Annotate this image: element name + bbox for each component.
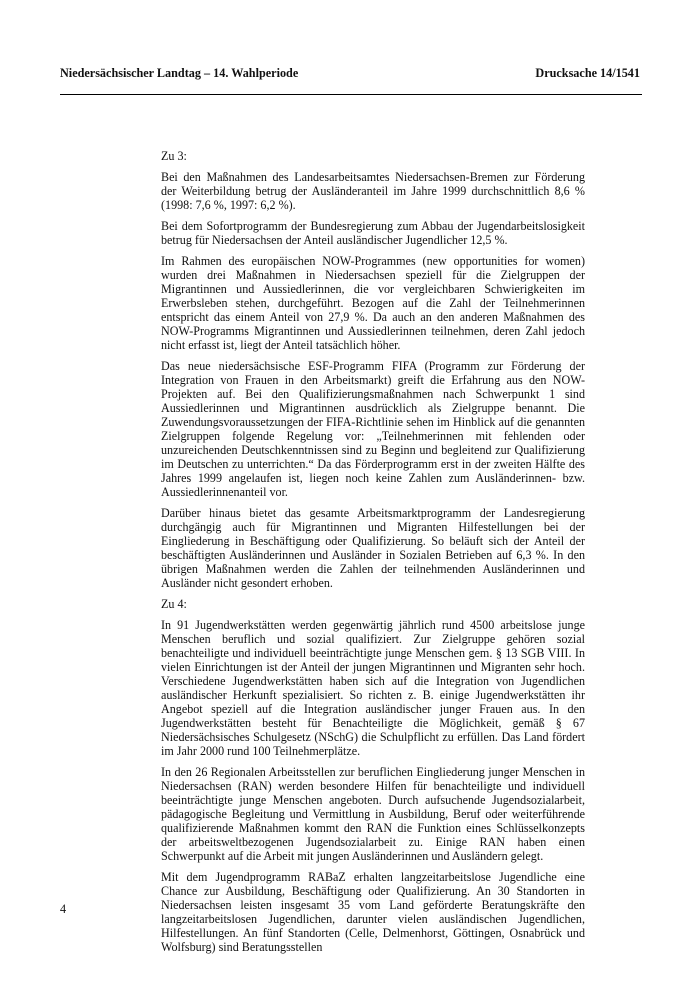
paragraph-fifa: Das neue niedersächsische ESF-Programm FIFA (Programm zur Förderung der Integration von Frauen in den Arbeitsmarkt) greift die Erfahrung aus den NOW-Projekten auf. Bei den Qualifizierungsmaßnahmen nach Schwerpunkt 1 sind Aussiedlerinnen und Migrantinnen ausdrücklich als Zielgruppe benannt. Die Zuwendungsvoraussetzungen der FIFA-Richtlinie sehen im Hinblick auf die genannten Zielgruppen folgende Regelung vor: „Teilnehmerinnen mit fehlenden oder unzureichenden Deutschkenntnissen sind zu Beginn und begleitend zur Qualifizierung im Deutschen zu unterrichten.“ Da das Förderprogramm erst in der zweiten Hälfte des Jahres 1999 angelaufen ist, liegen noch keine Zahlen zum Ausländerinnen- bzw. Aussiedlerinnenanteil vor. (161, 359, 585, 499)
section-heading-zu-4: Zu 4: (161, 597, 187, 611)
paragraph-now-programm: Im Rahmen des europäischen NOW-Programmes (new opportunities for women) wurden drei Maßnahmen in Niedersachsen speziell für die Zielgruppen der Migrantinnen und Aussiedlerinnen, die vor vergleichbaren Schwierigkeiten im Erwerbsleben stehen, durchgeführt. Bezogen auf die Zahl der Teilnehmerinnen entspricht das einem Anteil von 27,9 %. Da auch an den anderen Maßnahmen des NOW-Programms Migrantinnen und Aussiedlerinnen teilnehmen, deren Zahl jedoch nicht erfasst ist, liegt der Anteil tatsächlich höher. (161, 254, 585, 352)
paragraph-rabaz: Mit dem Jugendprogramm RABaZ erhalten langzeitarbeitslose Jugendliche eine Chance zur Ausbildung, Beschäftigung oder Qualifizierung. An 30 Standorten in Niedersachsen leisten insgesamt 35 vom Land geförderte Beratungskräfte den langzeitarbeitslosen Jugendlichen, darunter vielen ausländischen Jugendlichen, Hilfestellungen. An fünf Standorten (Celle, Delmenhorst, Göttingen, Osnabrück und Wolfsburg) sind Beratungsstellen (161, 870, 585, 954)
paragraph-arbeitsmarktprogramm: Darüber hinaus bietet das gesamte Arbeitsmarktprogramm der Landesregierung durchgängig auch für Migrantinnen und Migranten Hilfestellungen bei der Eingliederung in Beschäftigung oder Qualifizierung. So beläuft sich der Anteil der beschäftigten Ausländerinnen und Ausländer in Sozialen Betrieben auf 6,3 %. In den übrigen Maßnahmen werden die Zahlen der teilnehmenden Ausländerinnen und Ausländer nicht gesondert erhoben. (161, 506, 585, 590)
page-header (60, 66, 640, 84)
header-divider (60, 94, 642, 95)
page-number: 4 (60, 902, 67, 916)
paragraph-weiterbildung: Bei den Maßnahmen des Landesarbeitsamtes Niedersachsen-Bremen zur Förderung der Weiterbildung betrug der Ausländeranteil im Jahre 1999 durchschnittlich 8,6 % (1998: 7,6 %, 1997: 6,2 %). (161, 170, 585, 212)
body-text (161, 149, 585, 961)
header-title: Niedersächsischer Landtag – 14. Wahlperiode (60, 66, 299, 80)
paragraph-ran: In den 26 Regionalen Arbeitsstellen zur beruflichen Eingliederung junger Menschen in Niedersachsen (RAN) werden besondere Hilfen für benachteiligte und individuell beeinträchtigte junge Menschen angeboten. Durch aufsuchende Jugendsozialarbeit, pädagogische Begleitung und Vermittlung in Ausbildung, Beruf oder weiterführende qualifizierende Maßnahmen kommt den RAN die Funktion eines Schlüsselkonzepts der arbeitsweltbezogenen Jugendsozialarbeit zu. Einige RAN haben einen Schwerpunkt auf die Arbeit mit jungen Ausländerinnen und Ausländern gelegt. (161, 765, 585, 863)
section-heading-zu-3: Zu 3: (161, 149, 187, 163)
document-reference: Drucksache 14/1541 (535, 66, 640, 80)
paragraph-jugendwerkstaetten: In 91 Jugendwerkstätten werden gegenwärtig jährlich rund 4500 arbeitslose junge Menschen beruflich und sozial qualifiziert. Zur Zielgruppe gehören sozial benachteiligte und individuell beeinträchtigte junge Menschen gem. § 13 SGB VIII. In vielen Einrichtungen ist der Anteil der jungen Migrantinnen und Migranten sehr hoch. Verschiedene Jugendwerkstätten haben sich auf die Integration von Jugendlichen ausländischer Herkunft spezialisiert. So richten z. B. einige Jugendwerkstätten ihr Angebot speziell auf die Integration ausländischer junger Frauen aus. In den Jugendwerkstätten besteht für Benachteiligte die Möglichkeit, gemäß § 67 Niedersächsisches Schulgesetz (NSchG) die Schulpflicht zu erfüllen. Das Land fördert im Jahr 2000 rund 100 Teilnehmerplätze. (161, 618, 585, 758)
paragraph-sofortprogramm: Bei dem Sofortprogramm der Bundesregierung zum Abbau der Jugendarbeitslosigkeit betrug für Niedersachsen der Anteil ausländischer Jugendlicher 12,5 %. (161, 219, 585, 247)
